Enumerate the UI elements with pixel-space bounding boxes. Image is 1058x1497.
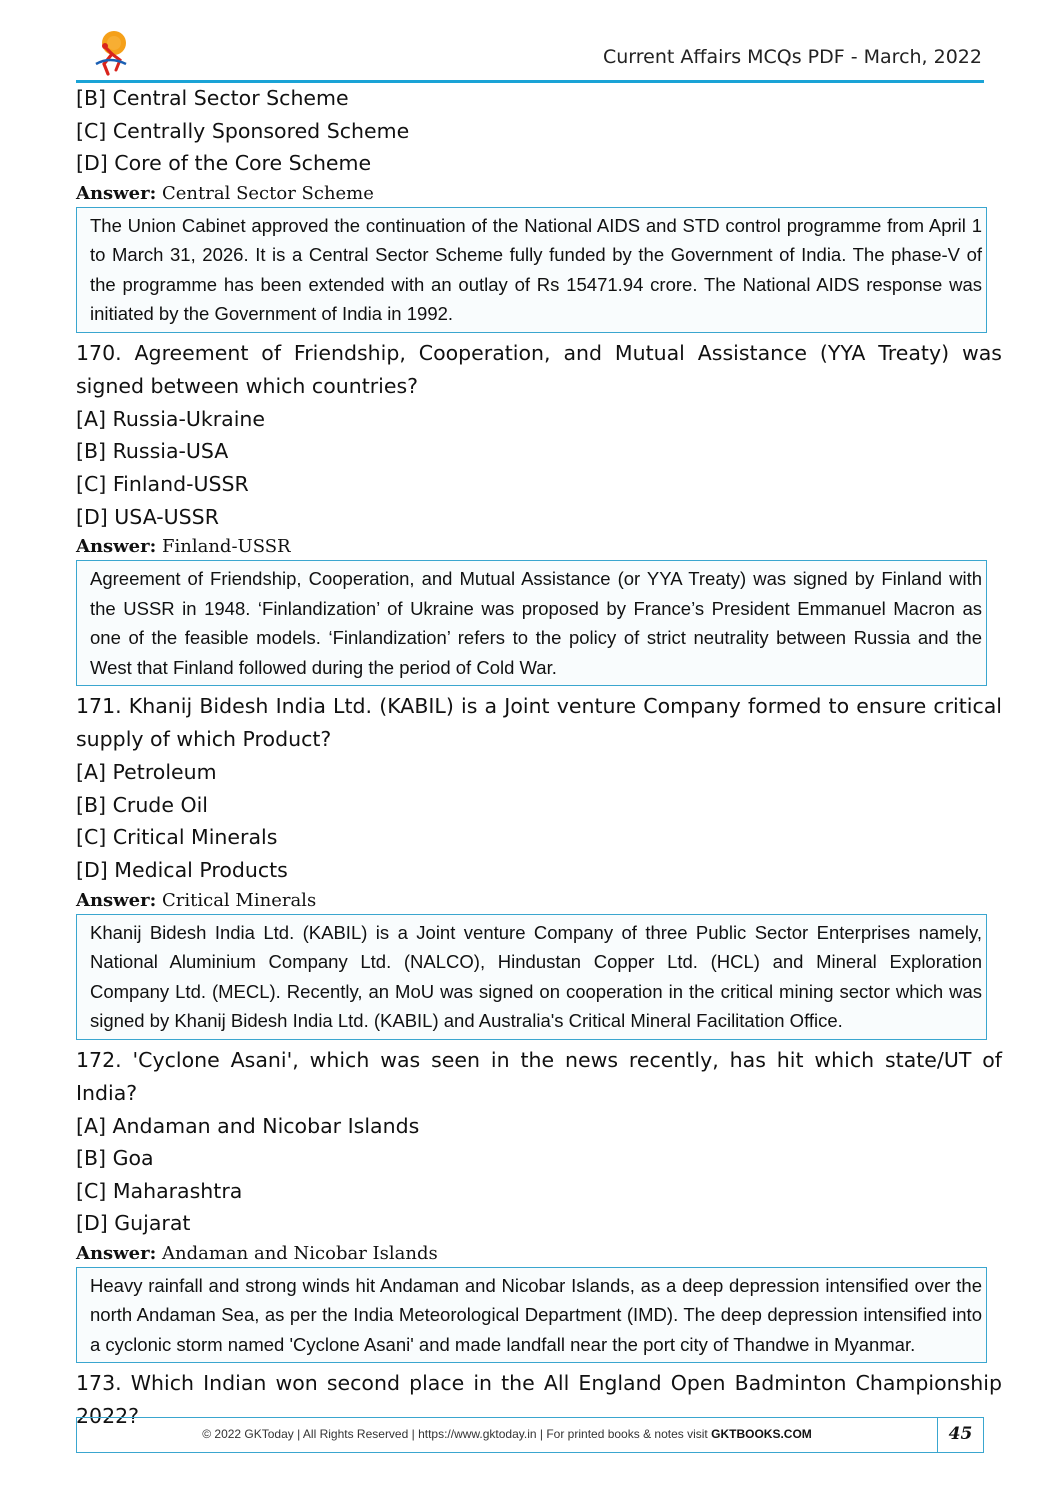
mcq-content: [76, 82, 1002, 1433]
answer-line: [76, 535, 1002, 559]
footer-copyright: © 2022 GKToday | All Rights Reserved | https://www.gktoday.in | For printed books & notes visit: [202, 1427, 708, 1441]
question-text: 172. 'Cyclone Asani', which was seen in the news recently, has hit which state/UT of India?: [76, 1047, 1002, 1105]
option-c: [C] Finland-USSR: [76, 471, 249, 496]
question-block-171: [76, 690, 1002, 1039]
option-a: [A] Petroleum: [76, 760, 217, 785]
answer-label: Answer:: [76, 889, 157, 911]
question-block-previous: [76, 82, 1002, 333]
explanation-box: Khanij Bidesh India Ltd. (KABIL) is a Joint venture Company of three Public Sector Enterprises namely, National Aluminium Company Ltd. (NALCO), Hindustan Copper Ltd. (HCL) and Mineral Exploration Company Ltd. (MECL). Recently, an MoU was signed on cooperation in the critical mining sector which was signed by Khanij Bidesh India Ltd. (KABIL) and Australia's Critical Mineral Facilitation Office.: [76, 914, 987, 1040]
option-a: [A] Andaman and Nicobar Islands: [76, 1113, 420, 1138]
answer-value: Andaman and Nicobar Islands: [162, 1242, 438, 1264]
answer-label: Answer:: [76, 536, 157, 558]
explanation-box: The Union Cabinet approved the continuation of the National AIDS and STD control programme from April 1 to March 31, 2026. It is a Central Sector Scheme fully funded by the Government of India. The phase-V of the programme has been extended with an outlay of Rs 15471.94 crore. The National AIDS response was initiated by the Government of India in 1992.: [76, 207, 987, 333]
answer-value: Central Sector Scheme: [162, 182, 374, 204]
footer-brand-link[interactable]: GKTBOOKS.COM: [711, 1427, 812, 1441]
option-b: [B] Goa: [76, 1146, 154, 1171]
footer-text: [77, 1427, 937, 1441]
option-c: [C] Maharashtra: [76, 1178, 243, 1203]
option-d: [D] Gujarat: [76, 1211, 191, 1236]
option-c: [C] Centrally Sponsored Scheme: [76, 118, 410, 143]
option-b: [B] Central Sector Scheme: [76, 86, 349, 110]
answer-line: [76, 1242, 1002, 1266]
question-text: 173. Which Indian won second place in the All England Open Badminton Championship 2022?: [76, 1371, 1002, 1429]
option-c: [C] Critical Minerals: [76, 825, 278, 850]
answer-value: Critical Minerals: [162, 889, 317, 911]
answer-line: [76, 182, 1002, 206]
answer-label: Answer:: [76, 1242, 157, 1264]
question-text: 171. Khanij Bidesh India Ltd. (KABIL) is a Joint venture Company formed to ensure critical supply of which Product?: [76, 694, 1002, 752]
answer-line: [76, 889, 1002, 913]
header-title: Current Affairs MCQs PDF - March, 2022: [602, 46, 982, 68]
question-block-172: [76, 1044, 1002, 1364]
option-d: [D] Core of the Core Scheme: [76, 151, 372, 176]
explanation-box: Agreement of Friendship, Cooperation, and Mutual Assistance (or YYA Treaty) was signed by Finland with the USSR in 1948. ‘Finlandization’ of Ukraine was proposed by France’s President Emmanuel Macron as one of the feasible models. ‘Finlandization’ refers to the policy of strict neutrality between Russia and the West that Finland followed during the period of Cold War.: [76, 560, 987, 686]
option-b: [B] Crude Oil: [76, 792, 208, 817]
page-header: [76, 28, 984, 80]
question-block-170: [76, 337, 1002, 686]
option-d: [D] Medical Products: [76, 857, 288, 882]
answer-label: Answer:: [76, 182, 157, 204]
option-b: [B] Russia-USA: [76, 439, 229, 464]
explanation-box: Heavy rainfall and strong winds hit Andaman and Nicobar Islands, as a deep depression intensified over the north Andaman Sea, as per the India Meteorological Department (IMD). The deep depression intensified into a cyclonic storm named 'Cyclone Asani' and made landfall near the port city of Thandwe in Myanmar.: [76, 1267, 987, 1364]
page-footer: [76, 1417, 984, 1453]
gktoday-logo: [92, 30, 132, 78]
option-d: [D] USA-USSR: [76, 504, 219, 529]
option-a: [A] Russia-Ukraine: [76, 406, 266, 431]
page-number: 45: [948, 1424, 973, 1444]
question-text: 170. Agreement of Friendship, Cooperation, and Mutual Assistance (YYA Treaty) was signed between which countries?: [76, 340, 1002, 398]
answer-value: Finland-USSR: [162, 536, 291, 558]
